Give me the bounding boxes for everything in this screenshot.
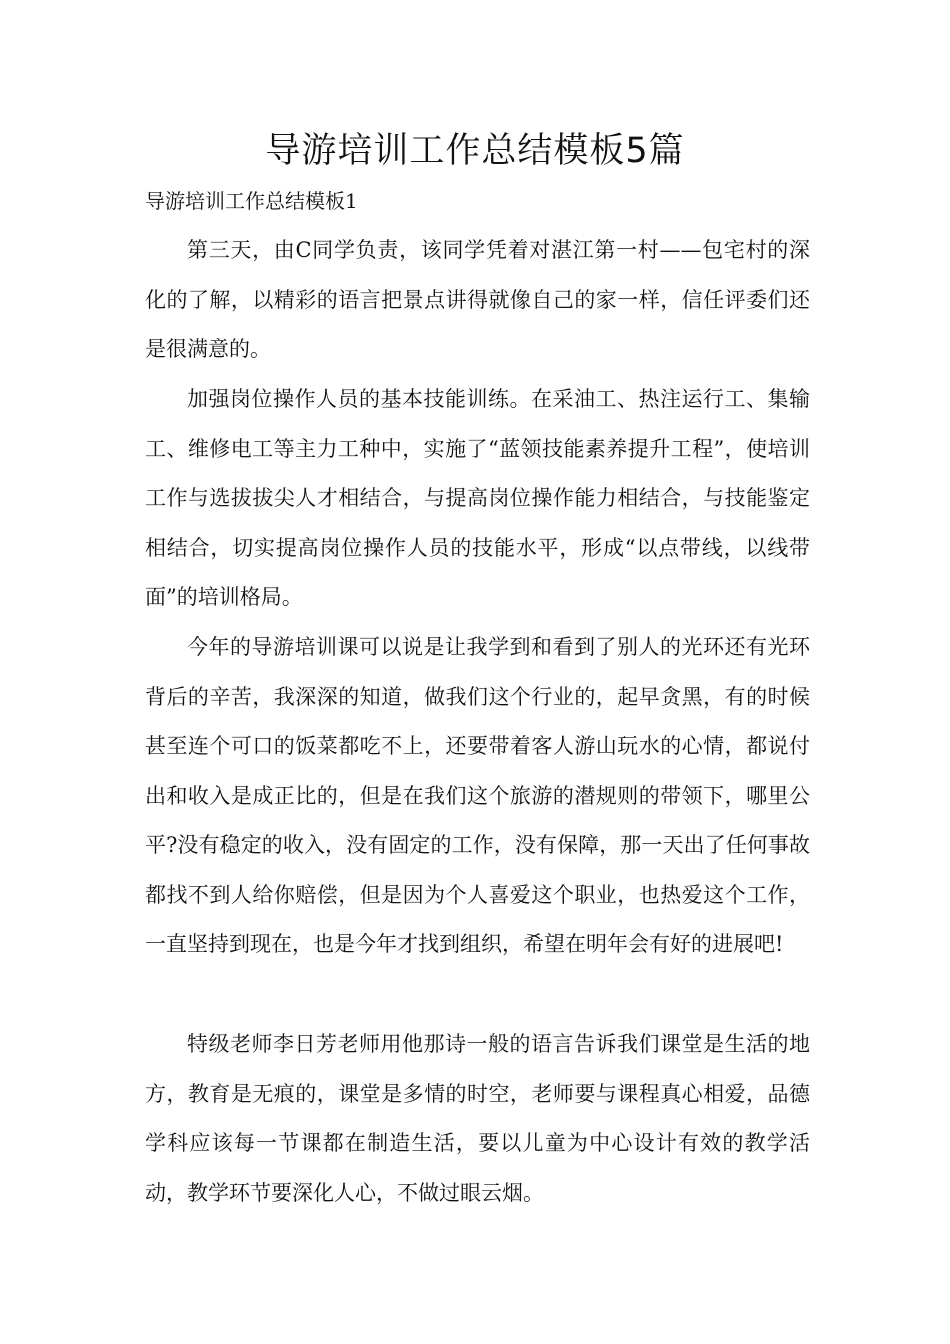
paragraph-1: 第三天，由C同学负责，该同学凭着对湛江第一村——包宅村的深化的了解，以精彩的语言把景点讲得就像自己的家一样，信任评委们还是很满意的。 [145,238,810,361]
paragraph-4: 特级老师李日芳老师用他那诗一般的语言告诉我们课堂是生活的地方，教育是无痕的，课堂是多情的时空，老师要与课程真心相爱，品德学科应该每一节课都在制造生活，要以儿童为中心设计有效的教学活动，教学环节要深化人心，不做过眼云烟。 [145,1032,810,1205]
paragraph-2: 加强岗位操作人员的基本技能训练。在采油工、热注运行工、集输工、维修电工等主力工种中，实施了“蓝领技能素养提升工程”，使培训工作与选拔拔尖人才相结合，与提高岗位操作能力相结合，与技能鉴定相结合，切实提高岗位操作人员的技能水平，形成“以点带线，以线带面”的培训格局。 [145,387,810,609]
paragraph-3: 今年的导游培训课可以说是让我学到和看到了别人的光环还有光环背后的辛苦，我深深的知道，做我们这个行业的，起早贪黑，有的时候甚至连个可口的饭菜都吃不上，还要带着客人游山玩水的心情，都说付出和收入是成正比的，但是在我们这个旅游的潜规则的带领下，哪里公平?没有稳定的收入，没有固定的工作，没有保障，那一天出了任何事故都找不到人给你赔偿，但是因为个人喜爱这个职业，也热爱这个工作，一直坚持到现在，也是今年才找到组织，希望在明年会有好的进展吧! [145,635,810,956]
section-subtitle: 导游培训工作总结模板1 [145,189,358,213]
document-title: 导游培训工作总结模板5篇 [265,131,685,171]
